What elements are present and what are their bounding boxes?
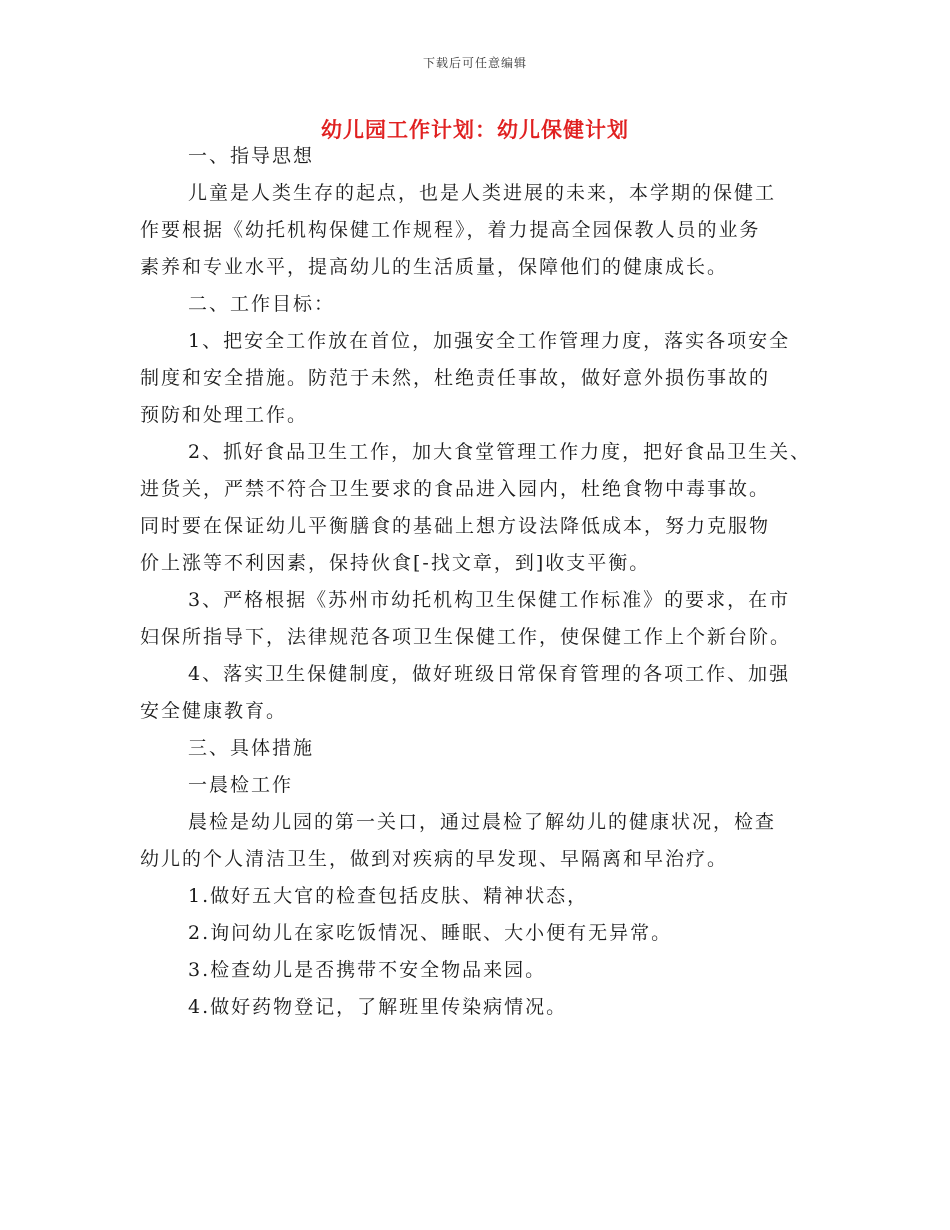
paragraph-line: 作要根据《幼托机构保健工作规程》，着力提高全园保教人员的业务 xyxy=(140,219,761,241)
paragraph-line: 一、指导思想 xyxy=(188,145,315,167)
paragraph-line: 同时要在保证幼儿平衡膳食的基础上想方设法降低成本，努力克服物 xyxy=(140,515,771,537)
paragraph-line: 3.检查幼儿是否携带不安全物品来园。 xyxy=(188,959,547,981)
paragraph-line: 4、落实卫生保健制度，做好班级日常保育管理的各项工作、加强 xyxy=(188,663,791,685)
paragraph-line: 进货关，严禁不符合卫生要求的食品进入园内，杜绝食物中毒事故。 xyxy=(140,478,771,500)
paragraph-line: 素养和专业水平，提高幼儿的生活质量，保障他们的健康成长。 xyxy=(140,256,729,278)
paragraph-line: 三、具体措施 xyxy=(188,737,315,759)
paragraph-line: 儿童是人类生存的起点，也是人类进展的未来，本学期的保健工 xyxy=(188,182,777,204)
paragraph-line: 3、严格根据《苏州市幼托机构卫生保健工作标准》的要求，在市 xyxy=(188,589,791,611)
document-title: 幼儿园工作计划：幼儿保健计划 xyxy=(321,117,629,142)
document-body xyxy=(140,138,840,1026)
paragraph-line: 二、工作目标： xyxy=(188,293,336,315)
header-note: 下载后可任意编辑 xyxy=(422,56,527,70)
paragraph-line: 妇保所指导下，法律规范各项卫生保健工作，使保健工作上个新台阶。 xyxy=(140,626,792,648)
paragraph-line: 制度和安全措施。防范于未然，杜绝责任事故，做好意外损伤事故的 xyxy=(140,367,771,389)
paragraph-line: 幼儿的个人清洁卫生，做到对疾病的早发现、早隔离和早治疗。 xyxy=(140,848,729,870)
paragraph-line: 4.做好药物登记，了解班里传染病情况。 xyxy=(188,996,568,1018)
paragraph-line: 1.做好五大官的检查包括皮肤、精神状态， xyxy=(188,885,589,907)
paragraph-line: 1、把安全工作放在首位，加强安全工作管理力度，落实各项安全 xyxy=(188,330,791,352)
paragraph-line: 一晨检工作 xyxy=(188,774,294,796)
paragraph-line: 晨检是幼儿园的第一关口，通过晨检了解幼儿的健康状况，检查 xyxy=(188,811,777,833)
paragraph-line: 价上涨等不利因素，保持伙食[-找文章，到]收支平衡。 xyxy=(140,552,651,574)
paragraph-line: 2.询问幼儿在家吃饭情况、睡眠、大小便有无异常。 xyxy=(188,922,673,944)
paragraph-line: 2、抓好食品卫生工作，加大食堂管理工作力度，把好食品卫生关、 xyxy=(188,441,812,463)
paragraph-line: 安全健康教育。 xyxy=(140,700,288,722)
paragraph-line: 预防和处理工作。 xyxy=(140,404,309,426)
